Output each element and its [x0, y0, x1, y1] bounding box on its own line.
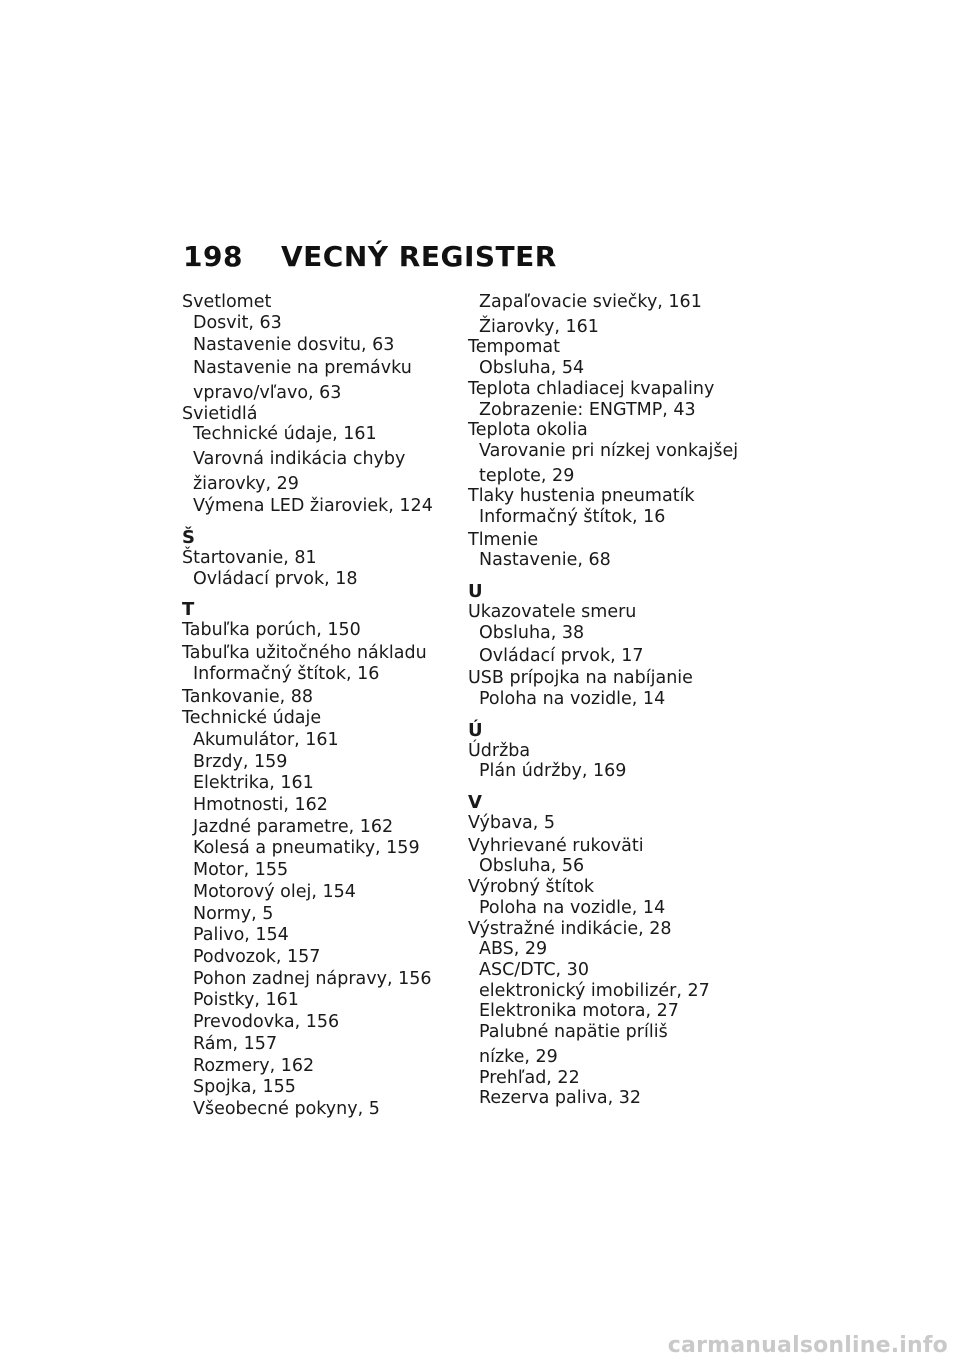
index-entry-main: Tankovanie, 88 [182, 686, 314, 707]
index-entry-sub: Akumulátor, 161 [193, 729, 339, 750]
index-entry-sub: vpravo/vľavo, 63 [193, 382, 342, 403]
index-entry-main: Údržba [468, 740, 531, 761]
index-entry-sub: Zapaľovacie sviečky, 161 [479, 292, 702, 312]
index-entry-main: Ukazovatele smeru [468, 602, 637, 623]
page-title: VECNÝ REGISTER [281, 240, 557, 273]
index-entry-sub: Rezerva paliva, 32 [479, 1088, 641, 1109]
index-entry-sub: Technické údaje, 161 [193, 424, 377, 445]
index-entry-main: USB prípojka na nabíjanie [468, 668, 693, 689]
index-entry-sub: Poloha na vozidle, 14 [479, 897, 666, 918]
index-entry-main: Teplota chladiacej kvapaliny [468, 378, 715, 399]
index-entry-sub: Obsluha, 54 [479, 358, 585, 379]
index-entry-main: Tempomat [468, 337, 560, 358]
index-entry-sub: Žiarovky, 161 [479, 316, 599, 337]
index-entry-sub: Prevodovka, 156 [193, 1012, 340, 1033]
index-entry-main: Vyhrievané rukoväti [468, 835, 644, 856]
section-letter: Š [182, 527, 195, 549]
index-entry-sub: Elektronika motora, 27 [479, 1001, 679, 1022]
index-entry-sub: Spojka, 155 [193, 1077, 296, 1098]
index-entry-sub: Rám, 157 [193, 1033, 278, 1054]
index-entry-main: Tlmenie [468, 529, 539, 550]
index-entry-sub: ASC/DTC, 30 [479, 959, 589, 980]
index-entry-sub: Motorový olej, 154 [193, 881, 356, 902]
index-entry-sub: Prehľad, 22 [479, 1067, 580, 1088]
index-entry-sub: Elektrika, 161 [193, 773, 314, 794]
index-entry-sub: Rozmery, 162 [193, 1055, 315, 1076]
index-entry-sub: Poistky, 161 [193, 990, 299, 1011]
index-entry-sub: Obsluha, 38 [479, 622, 585, 643]
section-letter: T [182, 599, 195, 621]
index-entry-sub: ABS, 29 [479, 939, 548, 960]
index-entry-main: Svetlomet [182, 292, 272, 312]
index-entry-main: Výrobný štítok [468, 877, 595, 898]
index-entry-sub: Normy, 5 [193, 903, 274, 924]
index-entry-main: Tabuľka porúch, 150 [182, 620, 361, 641]
index-entry-sub: Nastavenie na premávku [193, 358, 412, 379]
index-entry-sub: Kolesá a pneumatiky, 159 [193, 838, 420, 859]
index-entry-sub: Poloha na vozidle, 14 [479, 688, 666, 709]
index-entry-sub: Zobrazenie: ENGTMP, 43 [479, 399, 696, 420]
index-entry-sub: Jazdné parametre, 162 [193, 816, 394, 837]
index-entry-main: Svietidlá [182, 403, 258, 424]
index-entry-sub: Informačný štítok, 16 [479, 507, 666, 528]
index-entry-sub: Motor, 155 [193, 860, 289, 881]
index-entry-sub: Výmena LED žiaroviek, 124 [193, 496, 433, 517]
index-entry-main: Výstražné indikácie, 28 [468, 918, 672, 939]
index-entry-sub: nízke, 29 [479, 1046, 558, 1067]
page-number: 198 [183, 240, 243, 273]
index-entry-main: Technické údaje [182, 708, 322, 729]
index-entry-sub: Informačný štítok, 16 [193, 663, 380, 684]
index-column-right [468, 292, 758, 1109]
section-letter: Ú [468, 719, 483, 741]
section-letter: V [468, 792, 482, 814]
index-entry-sub: Varovanie pri nízkej vonkajšej [479, 440, 739, 461]
index-entry-sub: teplote, 29 [479, 465, 575, 486]
index-entry-sub: žiarovky, 29 [193, 473, 299, 494]
index-column-left [182, 292, 452, 1120]
index-entry-sub: Pohon zadnej nápravy, 156 [193, 968, 432, 989]
index-entry-sub: elektronický imobilizér, 27 [479, 980, 710, 1001]
section-letter: U [468, 581, 483, 603]
index-entry-main: Tabuľka užitočného nákladu [182, 643, 427, 664]
index-entry-sub: Nastavenie, 68 [479, 550, 611, 571]
index-entry-sub: Podvozok, 157 [193, 946, 321, 967]
index-entry-sub: Palivo, 154 [193, 925, 289, 946]
index-entry-sub: Plán údržby, 169 [479, 761, 627, 782]
index-entry-main: Teplota okolia [468, 420, 588, 441]
index-entry-sub: Palubné napätie príliš [479, 1022, 668, 1043]
page-header [183, 240, 557, 280]
index-entry-main: Výbava, 5 [468, 813, 556, 834]
index-entry-sub: Ovládací prvok, 17 [479, 645, 644, 666]
index-entry-sub: Brzdy, 159 [193, 751, 288, 772]
index-entry-sub: Obsluha, 56 [479, 856, 585, 877]
index-entry-sub: Ovládací prvok, 18 [193, 568, 358, 589]
index-entry-sub: Všeobecné pokyny, 5 [193, 1098, 380, 1119]
index-entry-sub: Dosvit, 63 [193, 312, 282, 333]
index-entry-sub: Varovná indikácia chyby [193, 448, 406, 469]
index-entry-sub: Nastavenie dosvitu, 63 [193, 335, 395, 356]
index-entry-sub: Hmotnosti, 162 [193, 795, 328, 816]
watermark: carmanualsonline.info [667, 1333, 948, 1358]
index-entry-main: Tlaky hustenia pneumatík [468, 486, 695, 507]
index-entry-main: Štartovanie, 81 [182, 548, 317, 569]
